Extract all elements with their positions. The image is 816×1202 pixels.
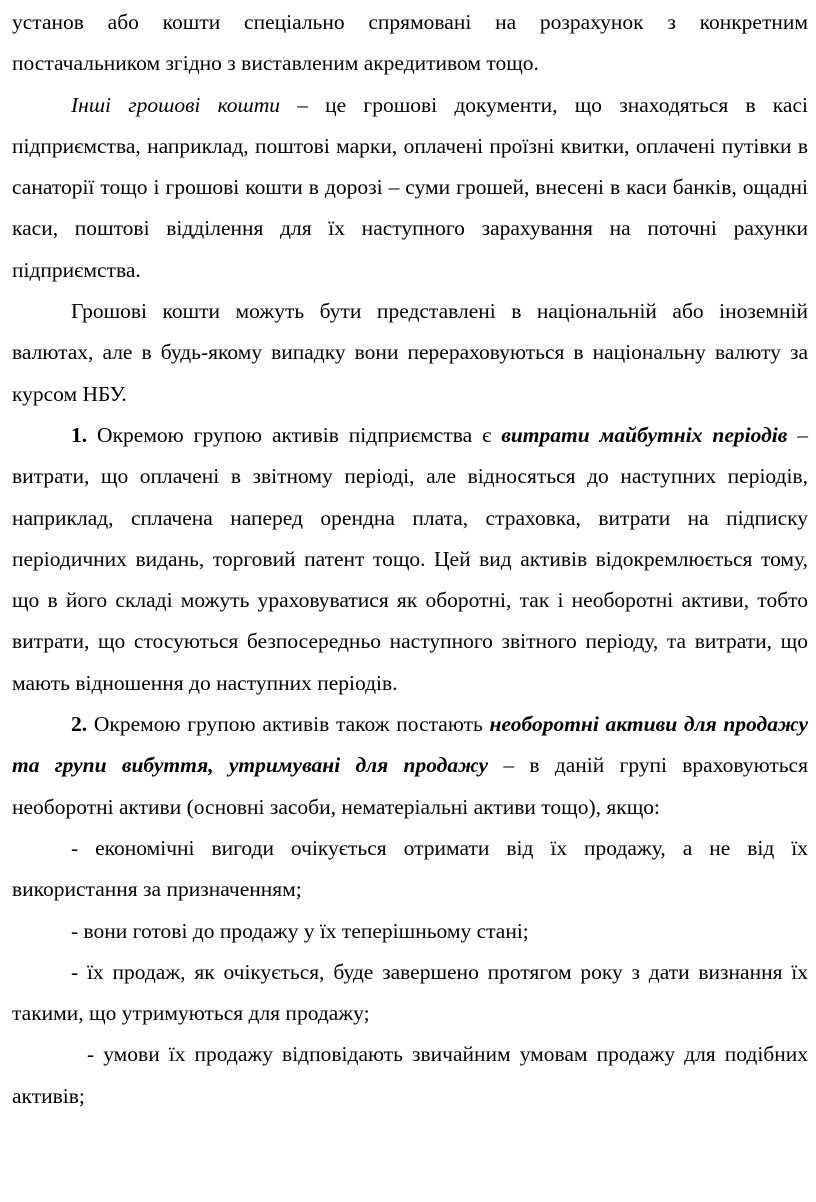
paragraph-other-cash-text: – це грошові документи, що знаходяться в касі підприємства, наприклад, поштові марки, оплачені проїзні квитки, оплачені путівки в санаторії тощо і грошові кошти в дорозі – суми грошей, внесені в каси банків, ощадні каси, поштові відділення для їх наступного зарахування на поточні рахунки підприємства. [12, 92, 808, 282]
item-number-2: 2. [71, 712, 88, 737]
item-number-1: 1. [71, 422, 88, 447]
item-1-text: – витрати, що оплачені в звітному періоді, але відносяться до наступних періодів, наприклад, сплачена наперед орендна плата, страховка, витрати на підписку періодичних видань, торговий патент тощо. Цей вид активів відокремлюється тому, що в його складі можуть ураховуватися як оборотні, так і необоротні активи, тобто витрати, що стосуються безпосередньо наступного звітного періоду, та витрати, що мають відношення до наступних періодів. [12, 422, 808, 695]
term-other-cash: Інші грошові кошти [71, 92, 281, 117]
paragraph-item-2 [12, 704, 808, 828]
list-item: - їх продаж, як очікується, буде завершено протягом року з дати визнання їх такими, що утримуються для продажу; [12, 959, 808, 1026]
item-1-lead: Окремою групою активів підприємства є [87, 422, 502, 447]
term-assets-held-for-sale: необоротні активи для продажу та групи вибуття, утримувані для продажу [12, 712, 808, 778]
item-2-text: – в даній групі враховуються необоротні активи (основні засоби, нематеріальні активи тощо), якщо: [12, 753, 808, 819]
list-item: - умови їх продажу відповідають звичайним умовам продажу для подібних активів; [12, 1042, 808, 1108]
document-page [12, 2, 808, 1117]
paragraph-other-cash [12, 85, 808, 291]
list-item: - вони готові до продажу у їх теперішньому стані; [71, 918, 529, 943]
item-2-lead: Окремою групою активів також постають [87, 712, 490, 737]
term-deferred-expenses: витрати майбутніх періодів [501, 422, 788, 447]
paragraph-continuation: установ або кошти спеціально спрямовані на розрахунок з конкретним постачальником згідно з виставленим акредитивом тощо. [12, 10, 808, 76]
paragraph-item-1 [12, 415, 808, 704]
paragraph-currency: Грошові кошти можуть бути представлені в національній або іноземній валютах, але в будь-якому випадку вони перераховуються в національну валюту за курсом НБУ. [12, 299, 808, 406]
list-item: - економічні вигоди очікується отримати від їх продажу, а не від їх використання за призначенням; [12, 835, 808, 902]
